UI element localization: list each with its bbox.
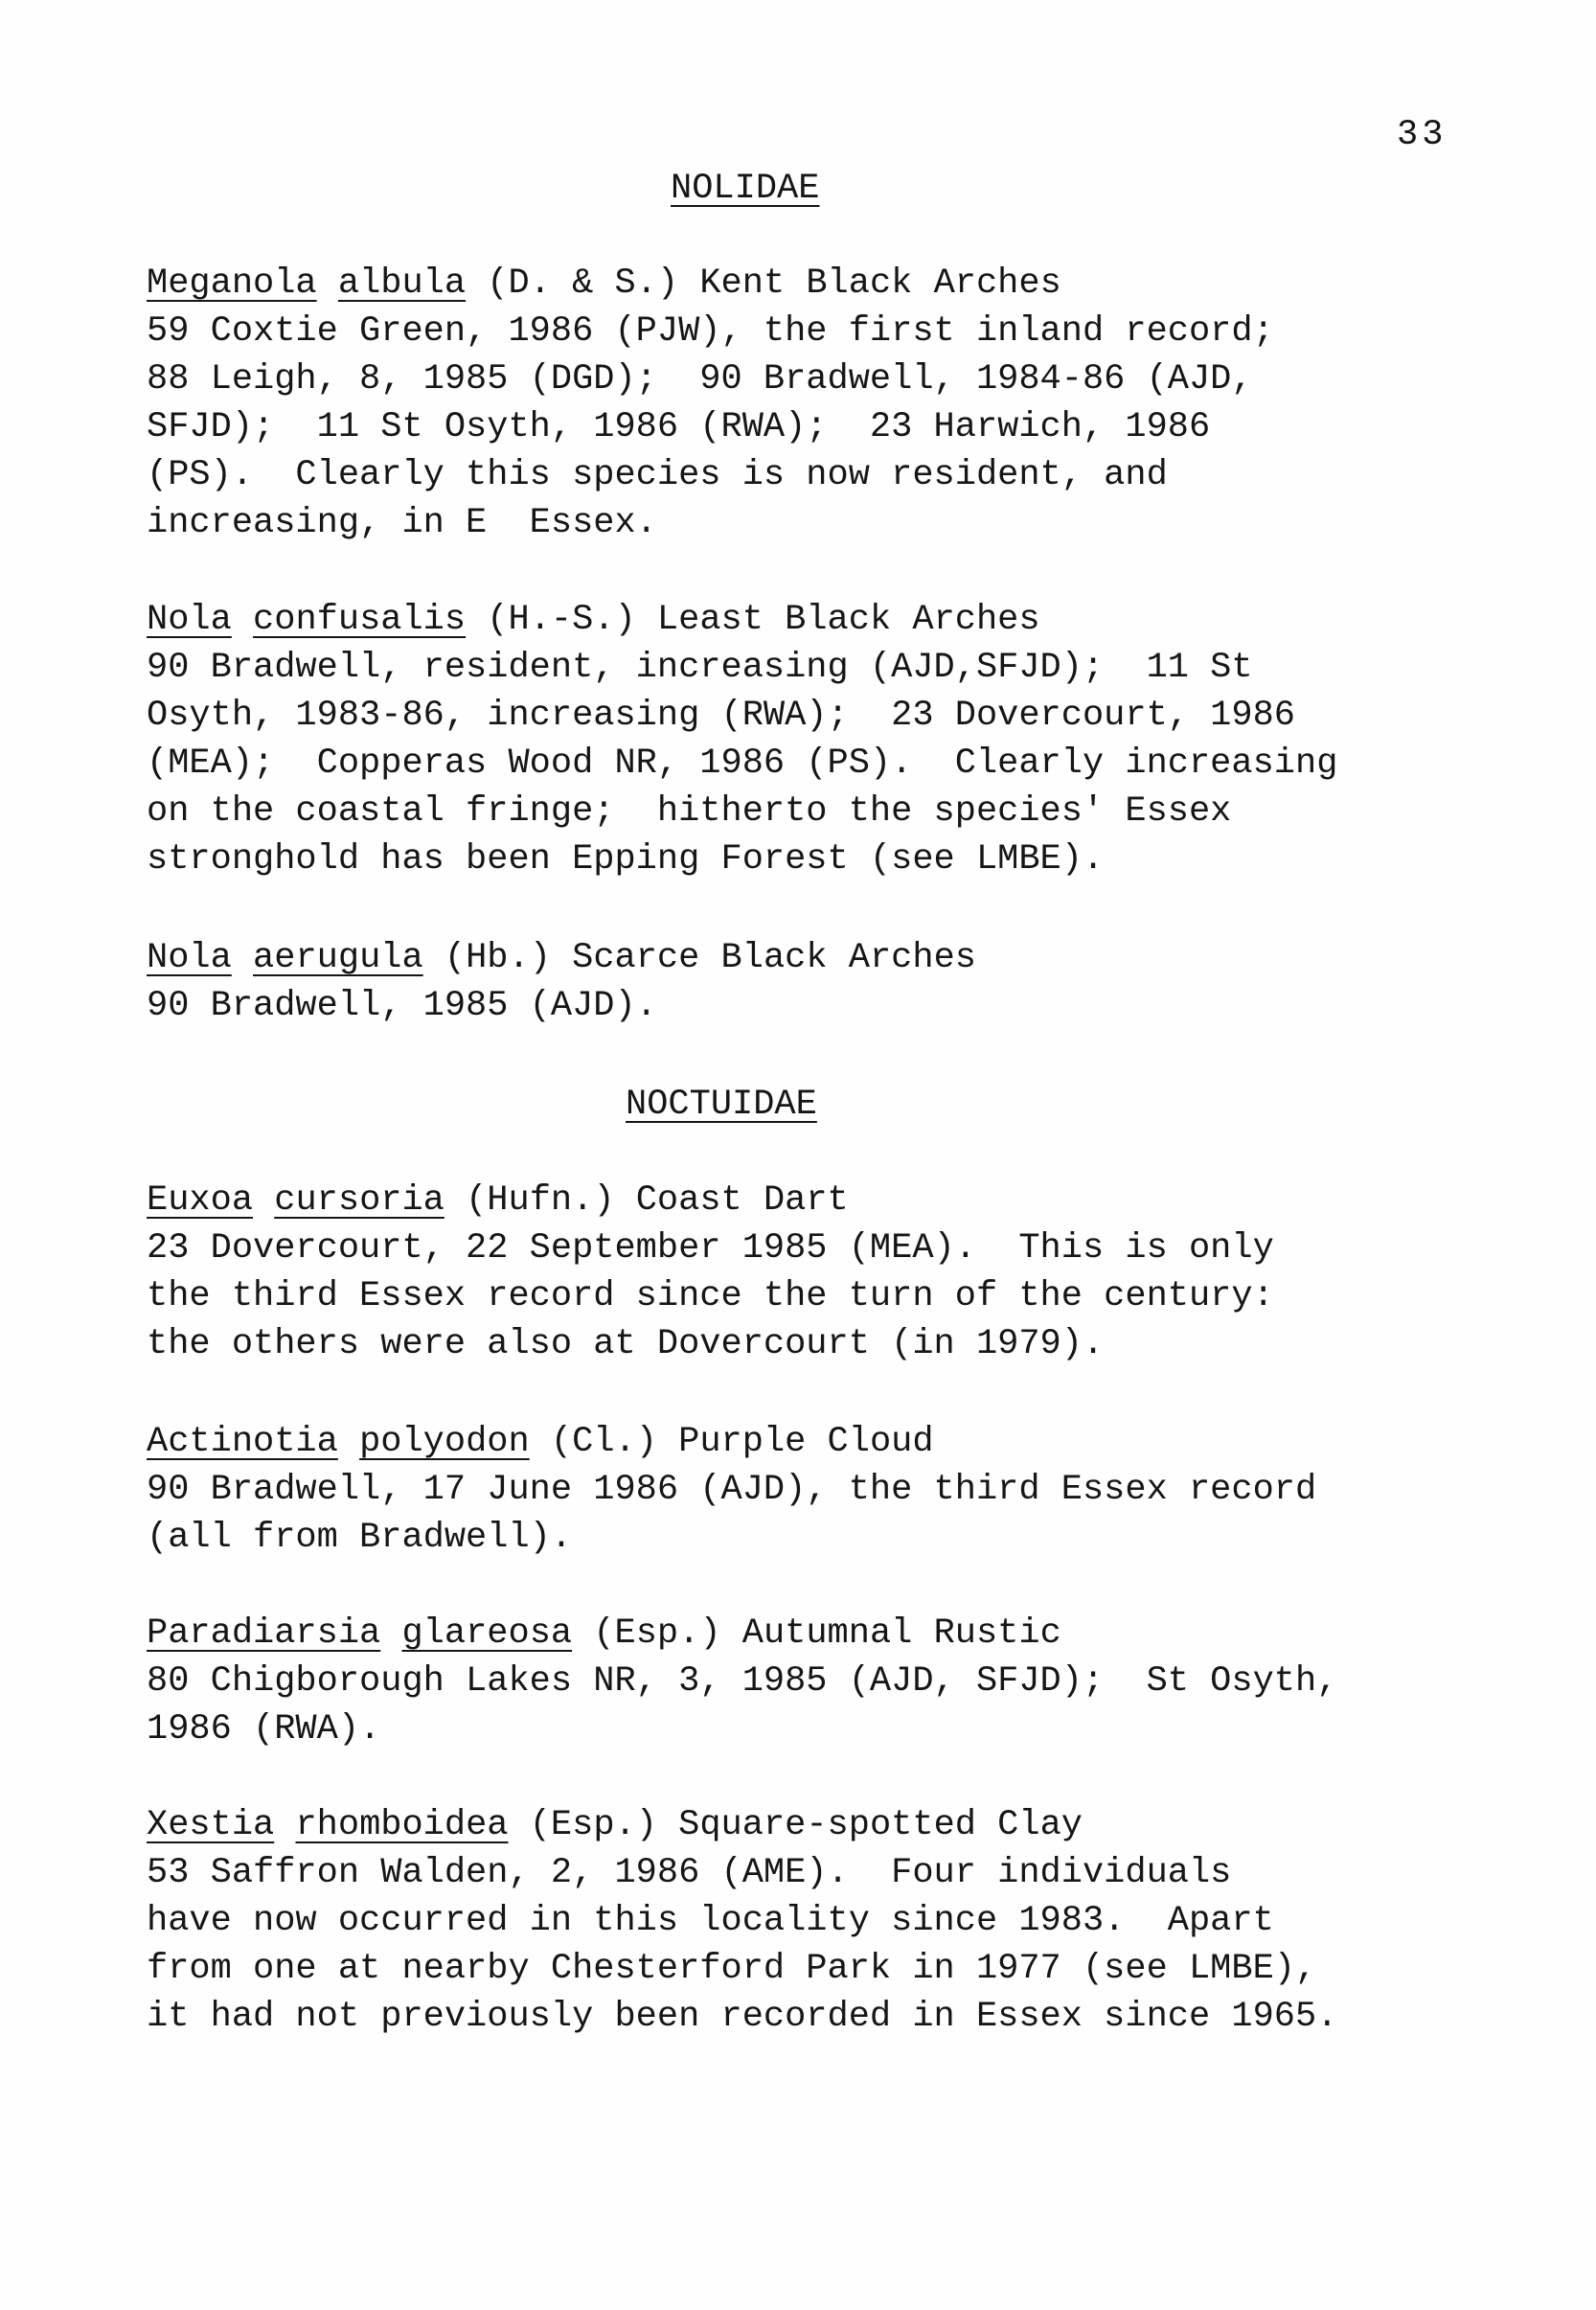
record-line: it had not previously been recorded in Essex since 1965.: [147, 1997, 1338, 2037]
species-name: confusalis: [253, 600, 467, 640]
authority-and-common-name: (Esp.) Square-spotted Clay: [508, 1805, 1083, 1845]
record-line: the others were also at Dovercourt (in 1979).: [147, 1324, 1105, 1364]
entry-title: [147, 260, 1574, 308]
record-line: 23 Dovercourt, 22 September 1985 (MEA). This is only: [147, 1228, 1274, 1269]
authority-and-common-name: (D. & S.) Kent Black Arches: [466, 263, 1061, 304]
record-line: (all from Bradwell).: [147, 1518, 573, 1558]
entry-title: [147, 1177, 1574, 1224]
species-name: rhomboidea: [295, 1805, 509, 1845]
entry-title: [147, 1418, 1574, 1466]
species-entry-nola-aerugula: [147, 934, 1574, 1030]
genus-name: Paradiarsia: [147, 1613, 381, 1654]
record-line: 53 Saffron Walden, 2, 1986 (AME). Four individuals: [147, 1853, 1232, 1893]
authority-and-common-name: (Esp.) Autumnal Rustic: [572, 1613, 1061, 1654]
record-line: increasing, in E Essex.: [147, 503, 657, 543]
species-name: polyodon: [359, 1422, 530, 1462]
authority-and-common-name: (Hb.) Scarce Black Arches: [422, 938, 976, 978]
species-entry-euxoa-cursoria: [147, 1177, 1574, 1368]
record-line: the third Essex record since the turn of the century:: [147, 1276, 1274, 1316]
page-number: 33: [1397, 115, 1448, 155]
species-entry-meganola-albula: [147, 260, 1574, 547]
record-line: 90 Bradwell, 1985 (AJD).: [147, 986, 657, 1026]
species-entry-actinotia-polyodon: [147, 1418, 1574, 1562]
entry-title: [147, 596, 1574, 644]
species-entry-nola-confusalis: [147, 596, 1574, 883]
authority-and-common-name: (H.-S.) Least Black Arches: [466, 600, 1040, 640]
genus-name: Nola: [147, 938, 232, 978]
section-heading-noctuidae: NOCTUIDAE: [626, 1085, 817, 1125]
genus-name: Xestia: [147, 1805, 275, 1845]
record-line: 90 Bradwell, resident, increasing (AJD,SFJD); 11 St: [147, 648, 1253, 688]
species-entry-paradiarsia-glareosa: [147, 1610, 1574, 1753]
species-name: albula: [337, 263, 467, 304]
section-heading-nolidae: NOLIDAE: [671, 169, 820, 209]
species-name: aerugula: [253, 938, 423, 978]
record-line: 1986 (RWA).: [147, 1709, 381, 1750]
record-line: 80 Chigborough Lakes NR, 3, 1985 (AJD, SFJD); St Osyth,: [147, 1661, 1338, 1702]
record-line: from one at nearby Chesterford Park in 1977 (see LMBE),: [147, 1949, 1317, 1989]
species-name: glareosa: [401, 1613, 573, 1654]
species-name: cursoria: [274, 1180, 445, 1221]
record-line: have now occurred in this locality since 1983. Apart: [147, 1901, 1274, 1941]
entry-title: [147, 1801, 1574, 1849]
genus-name: Actinotia: [147, 1422, 338, 1462]
record-line: Osyth, 1983-86, increasing (RWA); 23 Dovercourt, 1986: [147, 696, 1295, 736]
genus-name: Euxoa: [147, 1180, 254, 1221]
entry-title: [147, 1610, 1574, 1658]
authority-and-common-name: (Hufn.) Coast Dart: [444, 1180, 849, 1221]
record-line: stronghold has been Epping Forest (see LMBE).: [147, 839, 1105, 880]
record-line: 88 Leigh, 8, 1985 (DGD); 90 Bradwell, 1984-86 (AJD,: [147, 359, 1253, 400]
genus-name: Meganola: [147, 263, 317, 304]
genus-name: Nola: [147, 600, 232, 640]
record-line: on the coastal fringe; hitherto the species' Essex: [147, 791, 1232, 832]
authority-and-common-name: (Cl.) Purple Cloud: [529, 1422, 934, 1462]
species-entry-xestia-rhomboidea: [147, 1801, 1574, 2041]
record-line: (MEA); Copperas Wood NR, 1986 (PS). Clearly increasing: [147, 743, 1338, 784]
record-line: 59 Coxtie Green, 1986 (PJW), the first inland record;: [147, 311, 1274, 352]
entry-title: [147, 934, 1574, 982]
record-line: (PS). Clearly this species is now resident, and: [147, 455, 1168, 495]
record-line: SFJD); 11 St Osyth, 1986 (RWA); 23 Harwich, 1986: [147, 407, 1211, 447]
record-line: 90 Bradwell, 17 June 1986 (AJD), the third Essex record: [147, 1470, 1317, 1510]
